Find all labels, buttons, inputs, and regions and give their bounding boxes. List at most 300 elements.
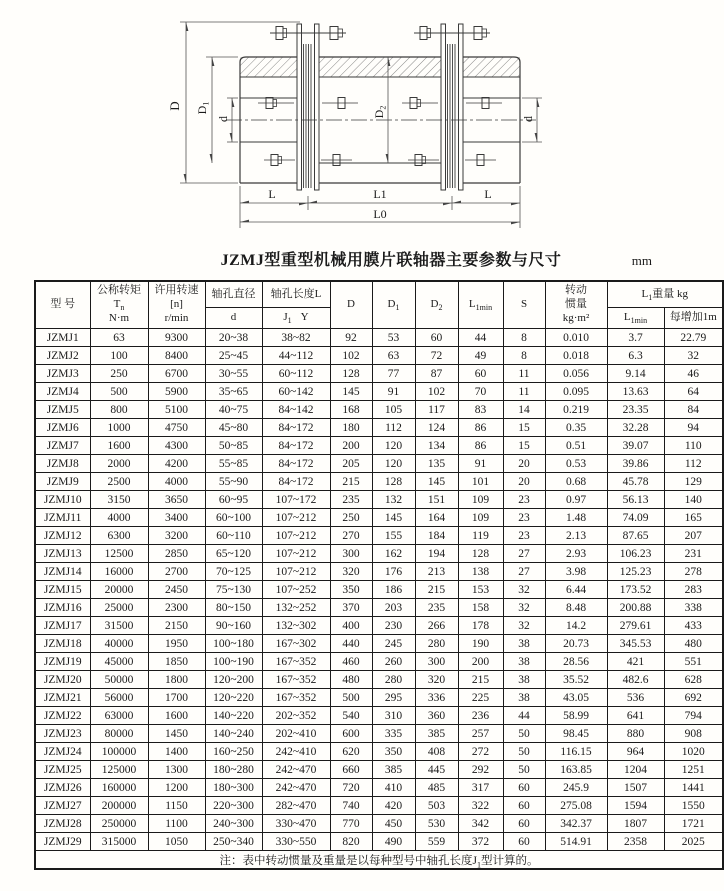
speed-line2: [n] (170, 298, 183, 311)
value-cell: 350 (372, 743, 415, 761)
value-cell: 153 (458, 581, 503, 599)
value-cell: 84~172 (262, 437, 330, 455)
speed-line1: 许用转速 (154, 284, 199, 297)
value-cell: 320 (330, 563, 372, 581)
value-cell: 25000 (90, 599, 148, 617)
value-cell: 272 (458, 743, 503, 761)
value-cell: 317 (458, 779, 503, 797)
value-cell: 100~180 (205, 635, 262, 653)
value-cell: 336 (415, 689, 458, 707)
table-row (35, 707, 723, 725)
col-header-S: S (503, 281, 545, 329)
col-header-D2: $D_2$ (415, 281, 458, 329)
value-cell: 1550 (664, 797, 723, 815)
value-cell: 11 (503, 383, 545, 401)
model-cell: JZMJ6 (35, 419, 90, 437)
value-cell: 128 (372, 473, 415, 491)
model-cell: JZMJ22 (35, 707, 90, 725)
value-cell: 117 (415, 401, 458, 419)
value-cell: 536 (607, 689, 664, 707)
value-cell: 205 (330, 455, 372, 473)
table-row (35, 815, 723, 833)
table-row (35, 617, 723, 635)
value-cell: 35.52 (545, 671, 607, 689)
col-subheader-weight-L1min: $L_{1min}$ (607, 308, 664, 329)
table-row (35, 689, 723, 707)
value-cell: 1400 (148, 743, 205, 761)
value-cell: 16000 (90, 563, 148, 581)
value-cell: 2300 (148, 599, 205, 617)
col-header-bore-length: 轴孔长度L (262, 281, 330, 308)
model-cell: JZMJ16 (35, 599, 90, 617)
value-cell: 132 (372, 491, 415, 509)
dim-label-D1: $D_1$ (195, 101, 211, 115)
value-cell: 38 (503, 671, 545, 689)
value-cell: 56.13 (607, 491, 664, 509)
value-cell: 65~120 (205, 545, 262, 563)
value-cell: 50000 (90, 671, 148, 689)
value-cell: 140 (664, 491, 723, 509)
value-cell: 167~352 (262, 653, 330, 671)
value-cell: 63 (90, 329, 148, 347)
value-cell: 530 (415, 815, 458, 833)
value-cell: 44~112 (262, 347, 330, 365)
col-subheader-d: d (205, 308, 262, 329)
value-cell: 72 (415, 347, 458, 365)
value-cell: 235 (330, 491, 372, 509)
value-cell: 0.010 (545, 329, 607, 347)
value-cell: 242~410 (262, 743, 330, 761)
value-cell: 338 (664, 599, 723, 617)
value-cell: 1300 (148, 761, 205, 779)
value-cell: 500 (330, 689, 372, 707)
value-cell: 50 (503, 743, 545, 761)
value-cell: 1721 (664, 815, 723, 833)
value-cell: 964 (607, 743, 664, 761)
value-cell: 20 (503, 473, 545, 491)
value-cell: 278 (664, 563, 723, 581)
value-cell: 44 (458, 329, 503, 347)
value-cell: 230 (372, 617, 415, 635)
value-cell: 225 (458, 689, 503, 707)
value-cell: 110 (664, 437, 723, 455)
value-cell: 600 (330, 725, 372, 743)
value-cell: 180~300 (205, 779, 262, 797)
value-cell: 140~240 (205, 725, 262, 743)
value-cell: 165 (664, 509, 723, 527)
value-cell: 0.68 (545, 473, 607, 491)
value-cell: 160~250 (205, 743, 262, 761)
model-cell: JZMJ28 (35, 815, 90, 833)
value-cell: 620 (330, 743, 372, 761)
value-cell: 32 (503, 599, 545, 617)
col-header-weight-group: $L_1$重量 kg (607, 281, 723, 308)
value-cell: 112 (372, 419, 415, 437)
value-cell: 245 (372, 635, 415, 653)
value-cell: 163.85 (545, 761, 607, 779)
left-diaphragm-pack (258, 24, 358, 190)
value-cell: 38 (503, 635, 545, 653)
value-cell: 14 (503, 401, 545, 419)
value-cell: 2450 (148, 581, 205, 599)
value-cell: 60 (503, 815, 545, 833)
value-cell: 63000 (90, 707, 148, 725)
value-cell: 240~300 (205, 815, 262, 833)
value-cell: 202~352 (262, 707, 330, 725)
value-cell: 27 (503, 545, 545, 563)
value-cell: 257 (458, 725, 503, 743)
value-cell: 283 (664, 581, 723, 599)
value-cell: 4200 (148, 455, 205, 473)
value-cell: 38 (503, 689, 545, 707)
col-header-bore-diameter: 轴孔直径 (205, 281, 262, 308)
value-cell: 164 (415, 509, 458, 527)
value-cell: 740 (330, 797, 372, 815)
value-cell: 360 (415, 707, 458, 725)
value-cell: 1600 (148, 707, 205, 725)
dim-D1 (206, 57, 238, 163)
value-cell: 2150 (148, 617, 205, 635)
value-cell: 245.9 (545, 779, 607, 797)
value-cell: 190 (458, 635, 503, 653)
table-row (35, 671, 723, 689)
value-cell: 692 (664, 689, 723, 707)
model-cell: JZMJ17 (35, 617, 90, 635)
value-cell: 162 (372, 545, 415, 563)
value-cell: 168 (330, 401, 372, 419)
value-cell: 1507 (607, 779, 664, 797)
value-cell: 25~45 (205, 347, 262, 365)
value-cell: 908 (664, 725, 723, 743)
value-cell: 9300 (148, 329, 205, 347)
value-cell: 58.99 (545, 707, 607, 725)
value-cell: 1700 (148, 689, 205, 707)
value-cell: 45.78 (607, 473, 664, 491)
value-cell: 20 (503, 455, 545, 473)
value-cell: 5100 (148, 401, 205, 419)
value-cell: 370 (330, 599, 372, 617)
value-cell: 135 (415, 455, 458, 473)
value-cell: 105 (372, 401, 415, 419)
value-cell: 770 (330, 815, 372, 833)
value-cell: 186 (372, 581, 415, 599)
model-cell: JZMJ18 (35, 635, 90, 653)
value-cell: 215 (330, 473, 372, 491)
value-cell: 794 (664, 707, 723, 725)
value-cell: 56000 (90, 689, 148, 707)
value-cell: 101 (458, 473, 503, 491)
value-cell: 32 (503, 581, 545, 599)
value-cell: 60 (503, 797, 545, 815)
value-cell: 480 (330, 671, 372, 689)
value-cell: 55~85 (205, 455, 262, 473)
value-cell: 503 (415, 797, 458, 815)
value-cell: 295 (372, 689, 415, 707)
value-cell: 445 (415, 761, 458, 779)
value-cell: 1200 (148, 779, 205, 797)
parameter-table (34, 280, 724, 870)
value-cell: 433 (664, 617, 723, 635)
value-cell: 20~38 (205, 329, 262, 347)
value-cell: 4300 (148, 437, 205, 455)
value-cell: 0.095 (545, 383, 607, 401)
value-cell: 551 (664, 653, 723, 671)
model-cell: JZMJ12 (35, 527, 90, 545)
page-title: JZMJ型重型机械用膜片联轴器主要参数与尺寸 (220, 252, 562, 269)
value-cell: 2000 (90, 455, 148, 473)
value-cell: 94 (664, 419, 723, 437)
coupling-drawing-svg (0, 0, 724, 242)
value-cell: 138 (458, 563, 503, 581)
value-cell: 50 (503, 725, 545, 743)
model-cell: JZMJ7 (35, 437, 90, 455)
value-cell: 45~80 (205, 419, 262, 437)
model-cell: JZMJ14 (35, 563, 90, 581)
model-cell: JZMJ21 (35, 689, 90, 707)
model-cell: JZMJ27 (35, 797, 90, 815)
value-cell: 31500 (90, 617, 148, 635)
value-cell: 3650 (148, 491, 205, 509)
value-cell: 63 (372, 347, 415, 365)
value-cell: 335 (372, 725, 415, 743)
value-cell: 120 (372, 455, 415, 473)
value-cell: 100 (90, 347, 148, 365)
value-cell: 1950 (148, 635, 205, 653)
model-cell: JZMJ29 (35, 833, 90, 851)
value-cell: 46 (664, 365, 723, 383)
value-cell: 64 (664, 383, 723, 401)
value-cell: 70 (458, 383, 503, 401)
value-cell: 482.6 (607, 671, 664, 689)
value-cell: 300 (330, 545, 372, 563)
value-cell: 2.13 (545, 527, 607, 545)
model-cell: JZMJ2 (35, 347, 90, 365)
value-cell: 75~130 (205, 581, 262, 599)
value-cell: 1150 (148, 797, 205, 815)
value-cell: 116.15 (545, 743, 607, 761)
model-cell: JZMJ10 (35, 491, 90, 509)
value-cell: 8 (503, 347, 545, 365)
model-cell: JZMJ5 (35, 401, 90, 419)
table-row (35, 437, 723, 455)
dim-label-L-right: L (484, 187, 492, 201)
value-cell: 86 (458, 419, 503, 437)
model-cell: JZMJ25 (35, 761, 90, 779)
value-cell: 342 (458, 815, 503, 833)
table-row (35, 401, 723, 419)
value-cell: 320 (415, 671, 458, 689)
value-cell: 6700 (148, 365, 205, 383)
value-cell: 1600 (90, 437, 148, 455)
value-cell: 330~550 (262, 833, 330, 851)
value-cell: 106.23 (607, 545, 664, 563)
table-row (35, 455, 723, 473)
value-cell: 275.08 (545, 797, 607, 815)
table-row (35, 509, 723, 527)
table-row (35, 329, 723, 347)
value-cell: 83 (458, 401, 503, 419)
value-cell: 128 (458, 545, 503, 563)
value-cell: 220~300 (205, 797, 262, 815)
table-row (35, 545, 723, 563)
value-cell: 9.14 (607, 365, 664, 383)
value-cell: 91 (458, 455, 503, 473)
value-cell: 40000 (90, 635, 148, 653)
table-row (35, 599, 723, 617)
value-cell: 107~172 (262, 491, 330, 509)
value-cell: 280 (415, 635, 458, 653)
value-cell: 242~470 (262, 779, 330, 797)
model-cell: JZMJ26 (35, 779, 90, 797)
model-cell: JZMJ23 (35, 725, 90, 743)
value-cell: 102 (330, 347, 372, 365)
value-cell: 421 (607, 653, 664, 671)
value-cell: 440 (330, 635, 372, 653)
value-cell: 202~410 (262, 725, 330, 743)
value-cell: 0.018 (545, 347, 607, 365)
value-cell: 112 (664, 455, 723, 473)
value-cell: 485 (415, 779, 458, 797)
value-cell: 49 (458, 347, 503, 365)
value-cell: 4000 (148, 473, 205, 491)
value-cell: 1.48 (545, 509, 607, 527)
table-note: 注：表中转动惯量及重量是以每种型号中轴孔长度$J_1$型计算的。 (35, 851, 723, 870)
dim-label-L-left: L (268, 187, 276, 201)
value-cell: 235 (415, 599, 458, 617)
value-cell: 559 (415, 833, 458, 851)
value-cell: 1594 (607, 797, 664, 815)
value-cell: 3.7 (607, 329, 664, 347)
value-cell: 60~100 (205, 509, 262, 527)
value-cell: 40~75 (205, 401, 262, 419)
value-cell: 200 (458, 653, 503, 671)
value-cell: 80~150 (205, 599, 262, 617)
value-cell: 60 (415, 329, 458, 347)
value-cell: 145 (330, 383, 372, 401)
value-cell: 60~95 (205, 491, 262, 509)
value-cell: 820 (330, 833, 372, 851)
right-diaphragm-pack (402, 24, 502, 190)
value-cell: 22.79 (664, 329, 723, 347)
value-cell: 12500 (90, 545, 148, 563)
table-row (35, 761, 723, 779)
dim-label-L1: L1 (373, 187, 387, 201)
value-cell: 342.37 (545, 815, 607, 833)
value-cell: 80000 (90, 725, 148, 743)
value-cell: 32 (503, 617, 545, 635)
value-cell: 145 (415, 473, 458, 491)
value-cell: 3200 (148, 527, 205, 545)
value-cell: 4000 (90, 509, 148, 527)
value-cell: 109 (458, 509, 503, 527)
table-row (35, 653, 723, 671)
value-cell: 180 (330, 419, 372, 437)
value-cell: 38~82 (262, 329, 330, 347)
value-cell: 310 (372, 707, 415, 725)
model-cell: JZMJ9 (35, 473, 90, 491)
value-cell: 60~112 (262, 365, 330, 383)
value-cell: 60 (458, 365, 503, 383)
value-cell: 160000 (90, 779, 148, 797)
unit-label: mm (631, 253, 652, 268)
value-cell: 145 (372, 509, 415, 527)
value-cell: 87 (415, 365, 458, 383)
value-cell: 125000 (90, 761, 148, 779)
value-cell: 167~352 (262, 689, 330, 707)
value-cell: 32 (664, 347, 723, 365)
value-cell: 1450 (148, 725, 205, 743)
value-cell: 60 (503, 779, 545, 797)
value-cell: 167~352 (262, 671, 330, 689)
model-cell: JZMJ24 (35, 743, 90, 761)
value-cell: 236 (458, 707, 503, 725)
value-cell: 124 (415, 419, 458, 437)
model-cell: JZMJ20 (35, 671, 90, 689)
dim-label-d-right: d (521, 116, 535, 122)
value-cell: 125.23 (607, 563, 664, 581)
value-cell: 184 (415, 527, 458, 545)
dim-label-D2: $D_2$ (372, 105, 388, 119)
value-cell: 23 (503, 509, 545, 527)
value-cell: 372 (458, 833, 503, 851)
value-cell: 213 (415, 563, 458, 581)
value-cell: 1000 (90, 419, 148, 437)
value-cell: 107~212 (262, 545, 330, 563)
col-header-speed (148, 281, 205, 329)
value-cell: 30~55 (205, 365, 262, 383)
col-header-torque (90, 281, 148, 329)
value-cell: 1050 (148, 833, 205, 851)
note-row (35, 851, 723, 870)
value-cell: 44 (503, 707, 545, 725)
value-cell: 8 (503, 329, 545, 347)
value-cell: 250 (330, 509, 372, 527)
value-cell: 50~85 (205, 437, 262, 455)
value-cell: 132~302 (262, 617, 330, 635)
value-cell: 410 (372, 779, 415, 797)
col-header-L1min: $L_{1min}$ (458, 281, 503, 329)
value-cell: 50 (503, 761, 545, 779)
value-cell: 100000 (90, 743, 148, 761)
value-cell: 6.44 (545, 581, 607, 599)
value-cell: 92 (330, 329, 372, 347)
value-cell: 242~470 (262, 761, 330, 779)
value-cell: 32.28 (607, 419, 664, 437)
value-cell: 215 (415, 581, 458, 599)
value-cell: 203 (372, 599, 415, 617)
col-header-D: D (330, 281, 372, 329)
value-cell: 60~142 (262, 383, 330, 401)
value-cell: 420 (372, 797, 415, 815)
table-row (35, 635, 723, 653)
table-row (35, 833, 723, 851)
value-cell: 20000 (90, 581, 148, 599)
value-cell: 132~252 (262, 599, 330, 617)
table-row (35, 725, 723, 743)
value-cell: 250000 (90, 815, 148, 833)
value-cell: 53 (372, 329, 415, 347)
value-cell: 84~142 (262, 401, 330, 419)
value-cell: 100~190 (205, 653, 262, 671)
value-cell: 176 (372, 563, 415, 581)
value-cell: 91 (372, 383, 415, 401)
value-cell: 1807 (607, 815, 664, 833)
value-cell: 35~65 (205, 383, 262, 401)
value-cell: 250 (90, 365, 148, 383)
value-cell: 200.88 (607, 599, 664, 617)
dim-label-D: D (167, 101, 182, 111)
value-cell: 480 (664, 635, 723, 653)
